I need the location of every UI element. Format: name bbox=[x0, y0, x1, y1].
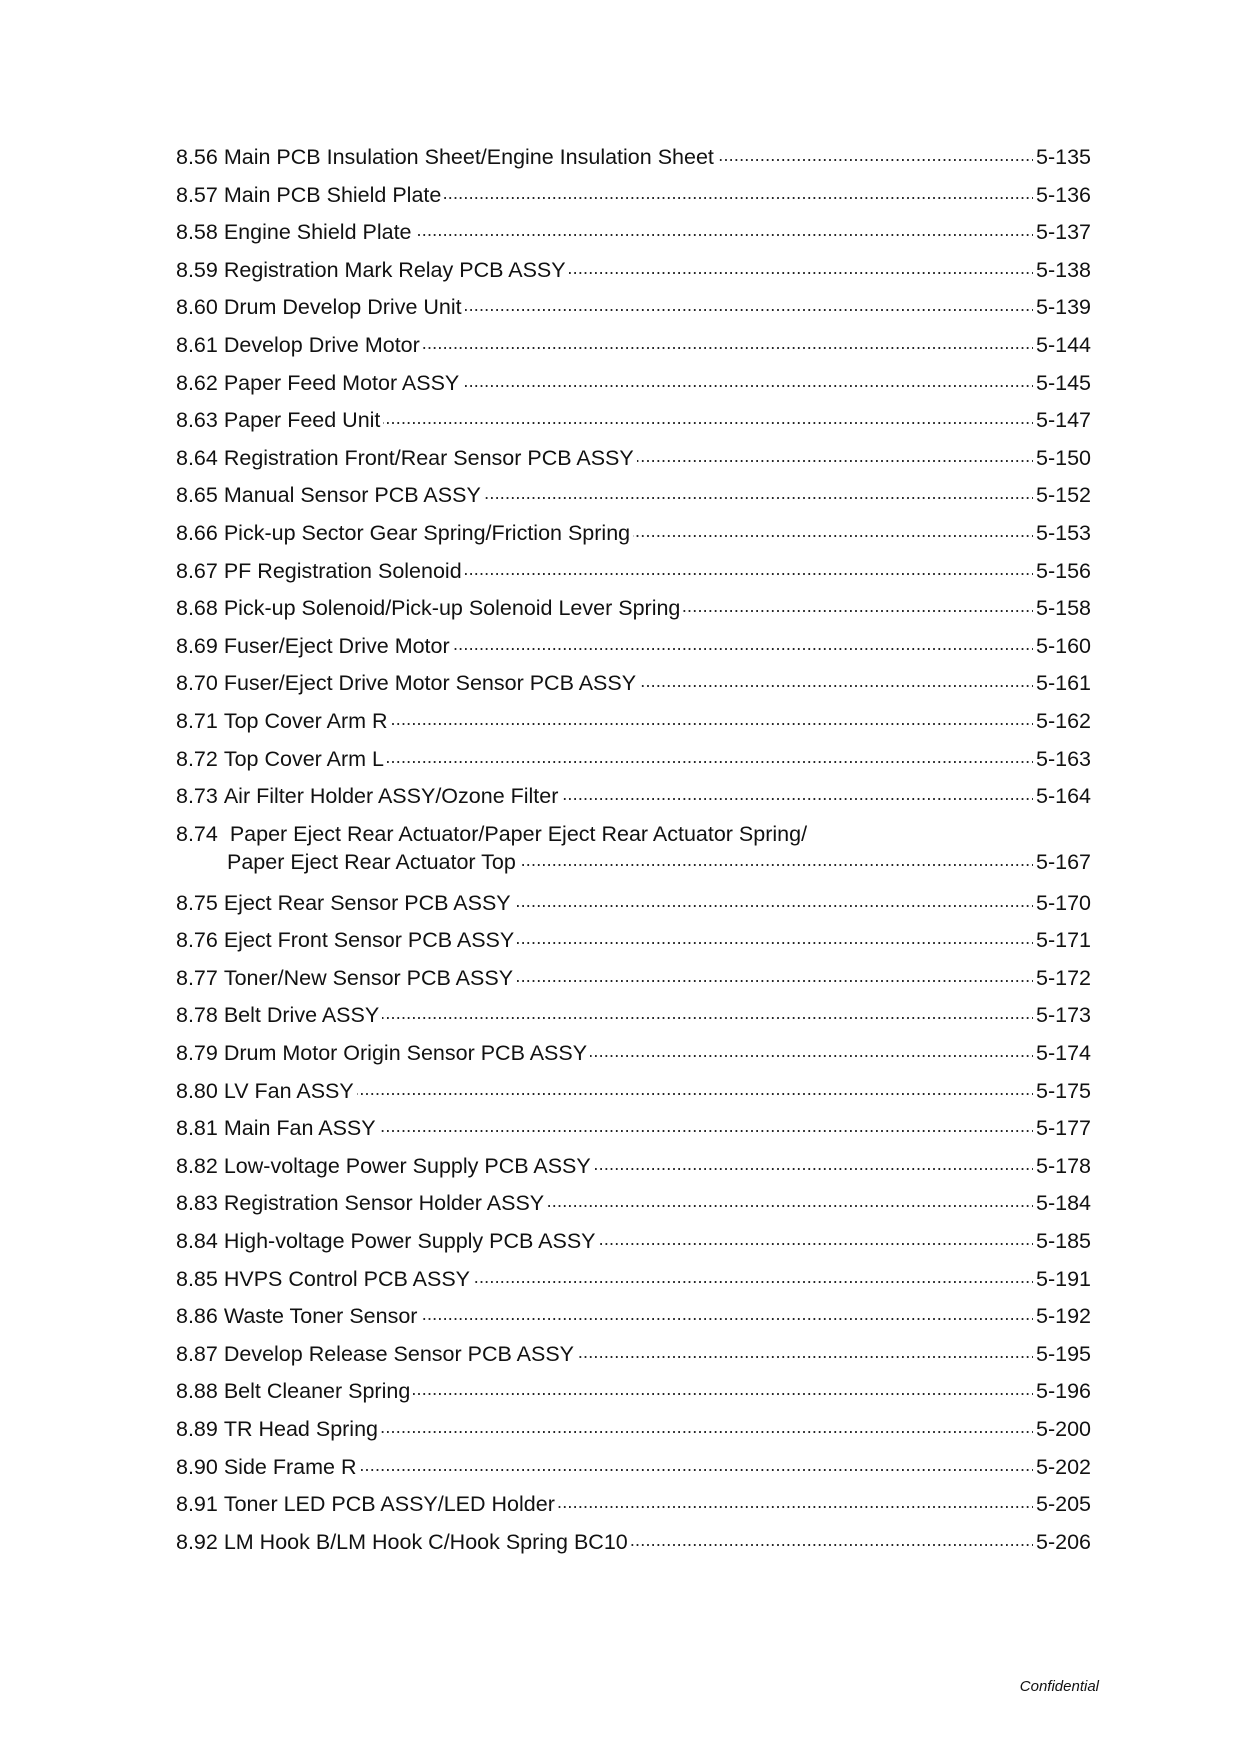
toc-entry-title: Pick-up Sector Gear Spring/Friction Spring bbox=[223, 520, 631, 545]
toc-entry-number: 8.65 bbox=[176, 483, 218, 508]
toc-leader-dots bbox=[359, 1452, 1033, 1474]
toc-entry-page: 5-147 bbox=[1036, 408, 1091, 433]
toc-entry-number: 8.92 bbox=[176, 1529, 218, 1554]
toc-entry-page: 5-164 bbox=[1036, 784, 1091, 809]
toc-entry-number: 8.87 bbox=[176, 1341, 218, 1366]
toc-entry-number: 8.74 bbox=[176, 821, 218, 846]
toc-leader-dots bbox=[547, 1189, 1033, 1211]
toc-entry-page: 5-145 bbox=[1036, 370, 1091, 395]
toc-leader-dots bbox=[379, 1114, 1033, 1136]
toc-entry-title: Main PCB Shield Plate bbox=[223, 182, 442, 207]
toc-entry-title: Fuser/Eject Drive Motor Sensor PCB ASSY bbox=[223, 671, 637, 696]
toc-entry-page: 5-163 bbox=[1036, 746, 1091, 771]
toc-entry-title: Develop Drive Motor bbox=[223, 332, 420, 357]
toc-entry[interactable] bbox=[176, 1411, 1091, 1449]
toc-leader-dots bbox=[561, 782, 1033, 804]
toc-entry-title: Eject Front Sensor PCB ASSY bbox=[223, 928, 515, 953]
toc-entry[interactable] bbox=[176, 1486, 1091, 1524]
toc-entry-title: Registration Front/Rear Sensor PCB ASSY bbox=[223, 445, 634, 470]
toc-leader-dots bbox=[514, 888, 1033, 910]
toc-leader-dots bbox=[382, 1001, 1033, 1023]
toc-leader-dots bbox=[569, 255, 1033, 277]
toc-entry-title: TR Head Spring bbox=[223, 1417, 378, 1441]
toc-entry-number: 8.67 bbox=[176, 558, 218, 583]
toc-entry[interactable] bbox=[176, 252, 1091, 290]
toc-entry[interactable] bbox=[176, 477, 1091, 515]
toc-entry[interactable] bbox=[176, 816, 1091, 885]
toc-entry[interactable] bbox=[176, 214, 1091, 252]
toc-entry-title-continued: Paper Eject Rear Actuator Top bbox=[227, 850, 516, 875]
toc-entry-title: Paper Feed Unit bbox=[223, 408, 381, 433]
toc-entry-page: 5-173 bbox=[1036, 1003, 1091, 1028]
toc-entry[interactable] bbox=[176, 922, 1091, 960]
toc-entry[interactable] bbox=[176, 590, 1091, 628]
toc-leader-dots bbox=[413, 1377, 1033, 1399]
toc-entry-title: Air Filter Holder ASSY/Ozone Filter bbox=[223, 784, 559, 809]
toc-entry-page: 5-171 bbox=[1036, 928, 1091, 953]
toc-entry[interactable] bbox=[176, 741, 1091, 779]
toc-entry-page: 5-184 bbox=[1036, 1191, 1091, 1216]
toc-leader-dots bbox=[594, 1151, 1033, 1173]
toc-entry-number: 8.63 bbox=[176, 408, 218, 433]
toc-entry-title: High-voltage Power Supply PCB ASSY bbox=[223, 1229, 596, 1254]
toc-entry-second-line bbox=[176, 848, 1091, 876]
toc-entry[interactable] bbox=[176, 1110, 1091, 1148]
toc-leader-dots bbox=[599, 1227, 1033, 1249]
toc-entry-number: 8.56 bbox=[176, 145, 218, 169]
toc-leader-dots bbox=[387, 744, 1033, 766]
toc-entry[interactable] bbox=[176, 177, 1091, 215]
toc-entry-number: 8.66 bbox=[176, 520, 218, 545]
toc-leader-dots bbox=[633, 518, 1033, 540]
toc-leader-dots bbox=[357, 1076, 1033, 1098]
toc-entry[interactable] bbox=[176, 1524, 1091, 1562]
toc-entry-number: 8.91 bbox=[176, 1492, 218, 1517]
toc-entry-page: 5-137 bbox=[1036, 220, 1091, 245]
toc-entry-page: 5-200 bbox=[1036, 1417, 1091, 1441]
toc-entry-title: Drum Motor Origin Sensor PCB ASSY bbox=[223, 1041, 588, 1066]
toc-entry-title: Engine Shield Plate bbox=[223, 220, 412, 245]
toc-entry-number: 8.75 bbox=[176, 890, 218, 915]
toc-leader-dots bbox=[484, 481, 1033, 503]
toc-entry-number: 8.79 bbox=[176, 1041, 218, 1066]
toc-entry-title: Eject Rear Sensor PCB ASSY bbox=[223, 890, 511, 915]
toc-entry[interactable] bbox=[176, 885, 1091, 923]
toc-entry[interactable] bbox=[176, 289, 1091, 327]
toc-entry-page: 5-185 bbox=[1036, 1229, 1091, 1254]
toc-entry-title: Drum Develop Drive Unit bbox=[223, 295, 462, 320]
toc-leader-dots bbox=[453, 631, 1033, 653]
toc-entry-title: Registration Mark Relay PCB ASSY bbox=[223, 257, 566, 282]
toc-entry-page: 5-138 bbox=[1036, 257, 1091, 282]
toc-entry-title: Paper Feed Motor ASSY bbox=[223, 370, 460, 395]
toc-entry-title: LV Fan ASSY bbox=[223, 1078, 354, 1103]
toc-entry-page: 5-175 bbox=[1036, 1078, 1091, 1103]
toc-entry[interactable] bbox=[176, 778, 1091, 816]
toc-entry-page: 5-191 bbox=[1036, 1266, 1091, 1291]
toc-entry-number: 8.71 bbox=[176, 708, 218, 733]
toc-entry-title: Belt Cleaner Spring bbox=[223, 1379, 411, 1404]
toc-entry-title: Main PCB Insulation Sheet/Engine Insulation Sheet bbox=[223, 145, 714, 169]
toc-entry-page: 5-136 bbox=[1036, 182, 1091, 207]
toc-entry-title: Develop Release Sensor PCB ASSY bbox=[223, 1341, 575, 1366]
toc-entry-page: 5-196 bbox=[1036, 1379, 1091, 1404]
toc-entry-title: Waste Toner Sensor bbox=[223, 1304, 418, 1329]
toc-leader-dots bbox=[631, 1527, 1033, 1549]
toc-entry-page: 5-139 bbox=[1036, 295, 1091, 320]
toc-leader-dots bbox=[717, 143, 1033, 165]
toc-leader-dots bbox=[558, 1490, 1033, 1512]
toc-entry-title: Registration Sensor Holder ASSY bbox=[223, 1191, 545, 1216]
toc-entry-number: 8.64 bbox=[176, 445, 218, 470]
toc-leader-dots bbox=[415, 218, 1033, 240]
confidential-footer: Confidential bbox=[1019, 1678, 1099, 1695]
toc-leader-dots bbox=[577, 1339, 1033, 1361]
toc-entry-title: Main Fan ASSY bbox=[223, 1116, 376, 1141]
toc-entry[interactable] bbox=[176, 1185, 1091, 1223]
toc-entry-page: 5-160 bbox=[1036, 633, 1091, 658]
toc-entry-number: 8.85 bbox=[176, 1266, 218, 1291]
toc-entry-number: 8.90 bbox=[176, 1454, 218, 1479]
toc-leader-dots bbox=[423, 330, 1033, 352]
toc-leader-dots bbox=[391, 706, 1033, 728]
toc-leader-dots bbox=[516, 963, 1033, 985]
toc-leader-dots bbox=[465, 556, 1033, 578]
toc-entry-page: 5-150 bbox=[1036, 445, 1091, 470]
toc-entry-title: Fuser/Eject Drive Motor bbox=[223, 633, 450, 658]
toc-entry[interactable] bbox=[176, 1373, 1091, 1411]
toc-entry-title: Top Cover Arm R bbox=[223, 708, 388, 733]
toc-entry-number: 8.72 bbox=[176, 746, 218, 771]
toc-entry-page: 5-205 bbox=[1036, 1492, 1091, 1517]
toc-leader-dots bbox=[420, 1302, 1033, 1324]
toc-entry[interactable] bbox=[176, 1035, 1091, 1073]
toc-entry-page: 5-161 bbox=[1036, 671, 1091, 696]
toc-leader-dots bbox=[639, 669, 1033, 691]
toc-entry-title: Toner/New Sensor PCB ASSY bbox=[223, 965, 514, 990]
toc-entry-page: 5-158 bbox=[1036, 596, 1091, 621]
toc-entry-title: Paper Eject Rear Actuator/Paper Eject Rear Actuator Spring/ bbox=[229, 821, 808, 846]
toc-entry-number: 8.80 bbox=[176, 1078, 218, 1103]
toc-entry-page: 5-156 bbox=[1036, 558, 1091, 583]
toc-entry[interactable] bbox=[176, 515, 1091, 553]
toc-entry-page: 5-206 bbox=[1036, 1529, 1091, 1554]
toc-entry[interactable] bbox=[176, 1449, 1091, 1487]
toc-entry-title: Low-voltage Power Supply PCB ASSY bbox=[223, 1153, 591, 1178]
toc-entry[interactable] bbox=[176, 703, 1091, 741]
toc-leader-dots bbox=[683, 594, 1033, 616]
toc-entry[interactable] bbox=[176, 997, 1091, 1035]
toc-entry-page: 5-195 bbox=[1036, 1341, 1091, 1366]
toc-entry-title: Toner LED PCB ASSY/LED Holder bbox=[223, 1492, 555, 1517]
toc-entry[interactable] bbox=[176, 402, 1091, 440]
toc-entry-number: 8.58 bbox=[176, 220, 218, 245]
toc-entry[interactable] bbox=[176, 665, 1091, 703]
toc-entry-number: 8.68 bbox=[176, 596, 218, 621]
toc-entry-page: 5-153 bbox=[1036, 520, 1091, 545]
toc-entry-title: HVPS Control PCB ASSY bbox=[223, 1266, 471, 1291]
toc-entry-first-line bbox=[176, 820, 1091, 848]
toc-entry-page: 5-192 bbox=[1036, 1304, 1091, 1329]
toc-leader-dots bbox=[519, 848, 1033, 870]
toc-entry-number: 8.81 bbox=[176, 1116, 218, 1141]
toc-entry-page: 5-162 bbox=[1036, 708, 1091, 733]
toc-entry[interactable] bbox=[176, 1336, 1091, 1374]
toc-entry-title: Belt Drive ASSY bbox=[223, 1003, 380, 1028]
table-of-contents bbox=[176, 139, 1091, 1561]
toc-entry[interactable] bbox=[176, 440, 1091, 478]
toc-entry-number: 8.73 bbox=[176, 784, 218, 809]
toc-leader-dots bbox=[465, 293, 1033, 315]
toc-entry-page: 5-178 bbox=[1036, 1153, 1091, 1178]
toc-entry-number: 8.70 bbox=[176, 671, 218, 696]
toc-entry[interactable] bbox=[176, 1148, 1091, 1186]
toc-entry-title: Side Frame R bbox=[223, 1454, 357, 1479]
toc-entry[interactable] bbox=[176, 960, 1091, 998]
toc-entry[interactable] bbox=[176, 139, 1091, 177]
toc-leader-dots bbox=[444, 180, 1033, 202]
toc-entry-number: 8.86 bbox=[176, 1304, 218, 1329]
toc-entry-number: 8.77 bbox=[176, 965, 218, 990]
toc-entry-number: 8.57 bbox=[176, 182, 218, 207]
toc-leader-dots bbox=[381, 1415, 1033, 1437]
toc-leader-dots bbox=[462, 368, 1033, 390]
toc-entry-number: 8.69 bbox=[176, 633, 218, 658]
toc-entry-page: 5-172 bbox=[1036, 965, 1091, 990]
toc-entry-page: 5-177 bbox=[1036, 1116, 1091, 1141]
toc-entry-page: 5-170 bbox=[1036, 890, 1091, 915]
toc-entry-page: 5-144 bbox=[1036, 332, 1091, 357]
toc-entry-number: 8.59 bbox=[176, 257, 218, 282]
toc-entry-page: 5-135 bbox=[1036, 145, 1091, 169]
toc-entry-title: Top Cover Arm L bbox=[223, 746, 384, 771]
toc-entry-number: 8.60 bbox=[176, 295, 218, 320]
toc-entry-title: PF Registration Solenoid bbox=[223, 558, 462, 583]
toc-leader-dots bbox=[473, 1264, 1033, 1286]
toc-entry[interactable] bbox=[176, 1223, 1091, 1261]
toc-entry-number: 8.82 bbox=[176, 1153, 218, 1178]
toc-entry-page: 5-174 bbox=[1036, 1041, 1091, 1066]
toc-entry[interactable] bbox=[176, 365, 1091, 403]
toc-entry-page: 5-202 bbox=[1036, 1454, 1091, 1479]
toc-entry-title: Pick-up Solenoid/Pick-up Solenoid Lever Spring bbox=[223, 596, 681, 621]
toc-entry-number: 8.76 bbox=[176, 928, 218, 953]
toc-entry-number: 8.88 bbox=[176, 1379, 218, 1404]
toc-entry-title: LM Hook B/LM Hook C/Hook Spring BC10 bbox=[223, 1529, 628, 1554]
toc-entry-title: Manual Sensor PCB ASSY bbox=[223, 483, 481, 508]
toc-leader-dots bbox=[637, 443, 1033, 465]
toc-entry[interactable] bbox=[176, 1298, 1091, 1336]
toc-entry[interactable] bbox=[176, 1073, 1091, 1111]
toc-entry-number: 8.78 bbox=[176, 1003, 218, 1028]
toc-entry-page: 5-167 bbox=[1036, 850, 1091, 875]
toc-entry[interactable] bbox=[176, 1261, 1091, 1299]
toc-entry-number: 8.84 bbox=[176, 1229, 218, 1254]
toc-leader-dots bbox=[590, 1039, 1033, 1061]
toc-entry-number: 8.61 bbox=[176, 332, 218, 357]
toc-entry[interactable] bbox=[176, 553, 1091, 591]
toc-leader-dots bbox=[517, 926, 1033, 948]
toc-entry[interactable] bbox=[176, 628, 1091, 666]
toc-entry-page: 5-152 bbox=[1036, 483, 1091, 508]
toc-entry[interactable] bbox=[176, 327, 1091, 365]
toc-entry-number: 8.62 bbox=[176, 370, 218, 395]
toc-entry-number: 8.83 bbox=[176, 1191, 218, 1216]
toc-entry-number: 8.89 bbox=[176, 1417, 218, 1441]
toc-leader-dots bbox=[383, 406, 1033, 428]
